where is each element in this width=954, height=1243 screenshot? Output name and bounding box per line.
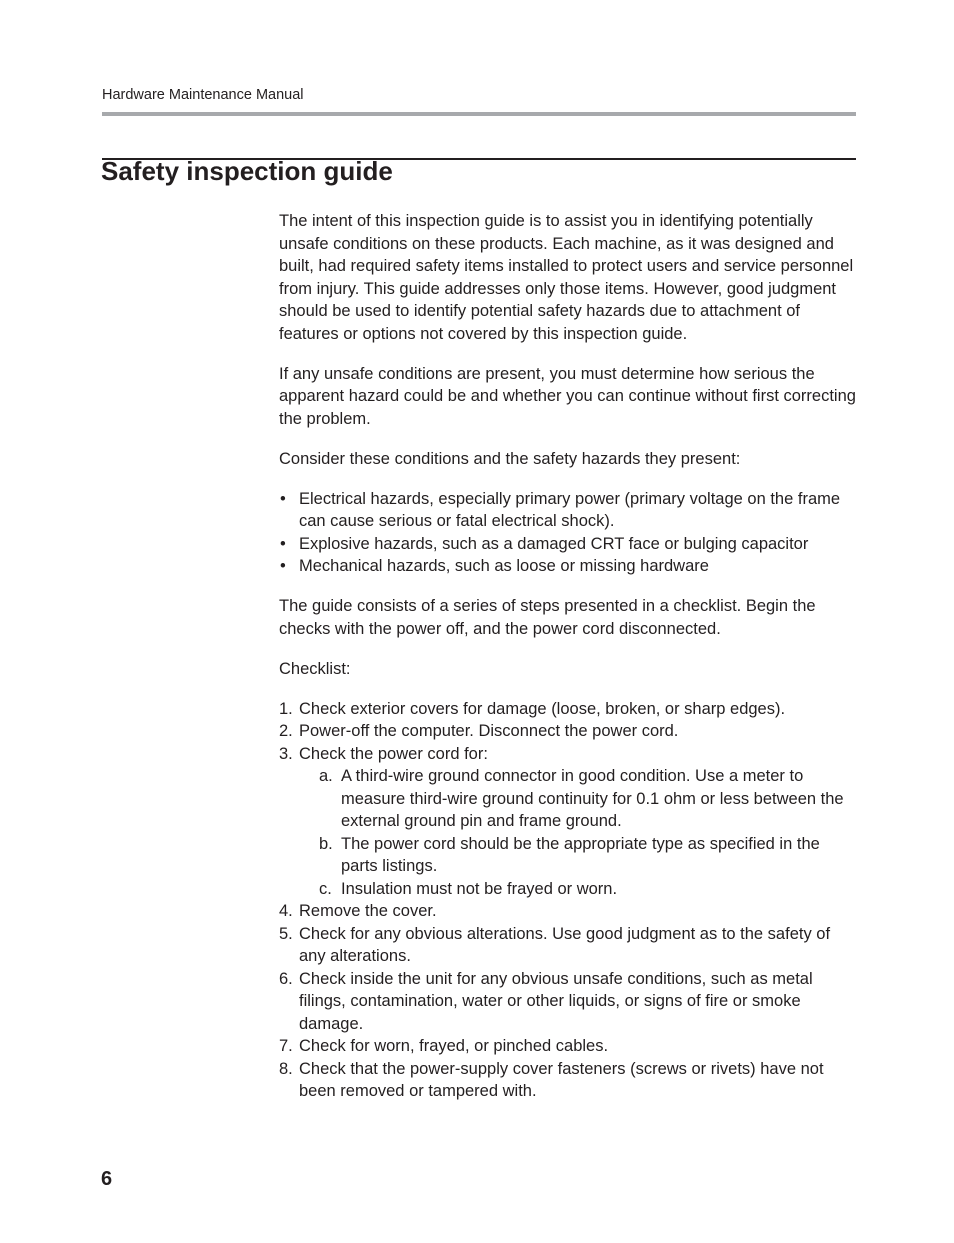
step-number: 5. (279, 924, 293, 943)
page-number: 6 (101, 1168, 113, 1190)
running-header: Hardware Maintenance Manual (102, 87, 304, 103)
step-text: Check that the power-supply cover fasteners (screws or rivets) have not been removed or tampered with. (299, 1059, 824, 1100)
step-text: Check the power cord for: (299, 744, 488, 763)
sub-step-letter: b. (319, 834, 333, 853)
checklist-step (279, 1035, 859, 1058)
sub-step-text: The power cord should be the appropriate type as specified in the parts listings. (341, 834, 820, 875)
checklist-step (279, 698, 859, 721)
step-number: 1. (279, 699, 293, 718)
body-text (279, 210, 859, 1103)
power-cord-checks (299, 765, 859, 900)
checklist-step (279, 720, 859, 743)
hazard-list (279, 488, 859, 578)
checklist-step (279, 743, 859, 901)
checklist (279, 698, 859, 1103)
sub-step-letter: c. (319, 879, 332, 898)
checklist-step (279, 923, 859, 968)
bullet-glyph: • (280, 557, 286, 575)
unsafe-conditions-paragraph: If any unsafe conditions are present, you must determine how serious the apparent hazard could be and whether you can continue without first correcting the problem. (279, 364, 856, 428)
sub-step-text: Insulation must not be frayed or worn. (341, 879, 618, 898)
bullet-glyph: • (280, 489, 286, 508)
sub-step (299, 878, 859, 901)
list-item (279, 555, 859, 578)
hazard-text: Explosive hazards, such as a damaged CRT face or bulging capacitor (299, 534, 809, 553)
step-text: Remove the cover. (299, 902, 437, 920)
checklist-step (279, 900, 859, 923)
header-rule (102, 112, 856, 116)
checklist-label: Checklist: (279, 659, 351, 678)
sub-step (299, 833, 859, 878)
bullet-glyph: • (280, 534, 286, 553)
checklist-step (279, 1058, 859, 1103)
checklist-step (279, 968, 859, 1036)
step-text: Check for worn, frayed, or pinched cables. (299, 1037, 609, 1055)
step-number: 2. (279, 722, 293, 740)
step-number: 3. (279, 744, 293, 763)
guide-paragraph: The guide consists of a series of steps presented in a checklist. Begin the checks with the power off, and the power cord disconnected. (279, 597, 816, 638)
step-number: 7. (279, 1037, 293, 1055)
hazards-intro: Consider these conditions and the safety hazards they present: (279, 449, 741, 468)
step-number: 4. (279, 902, 293, 920)
step-text: Power-off the computer. Disconnect the power cord. (299, 722, 679, 740)
sub-step-text: A third-wire ground connector in good condition. Use a meter to measure third-wire ground continuity for 0.1 ohm or less between the external ground pin and frame ground. (341, 767, 844, 830)
step-text: Check exterior covers for damage (loose, broken, or sharp edges). (299, 699, 786, 718)
step-text: Check inside the unit for any obvious unsafe conditions, such as metal filings, contamination, water or other liquids, or signs of fire or smoke damage. (299, 969, 813, 1033)
step-number: 8. (279, 1059, 293, 1078)
list-item (279, 533, 859, 556)
hazard-text: Mechanical hazards, such as loose or missing hardware (299, 557, 709, 575)
sub-step-letter: a. (319, 767, 333, 785)
list-item (279, 488, 859, 533)
intent-paragraph: The intent of this inspection guide is to assist you in identifying potentially unsafe conditions on these products. Each machine, as it was designed and built, had required safety items installed to protect users and service personnel from injury. This guide addresses only those items. However, good judgment should be used to identify potential safety hazards due to attachment of features or options not covered by this inspection guide. (279, 212, 854, 343)
sub-step (299, 765, 859, 833)
step-number: 6. (279, 969, 293, 988)
step-text: Check for any obvious alterations. Use good judgment as to the safety of any alterations. (299, 924, 831, 965)
hazard-text: Electrical hazards, especially primary power (primary voltage on the frame can cause serious or fatal electrical shock). (299, 489, 841, 530)
section-title: Safety inspection guide (101, 156, 393, 186)
